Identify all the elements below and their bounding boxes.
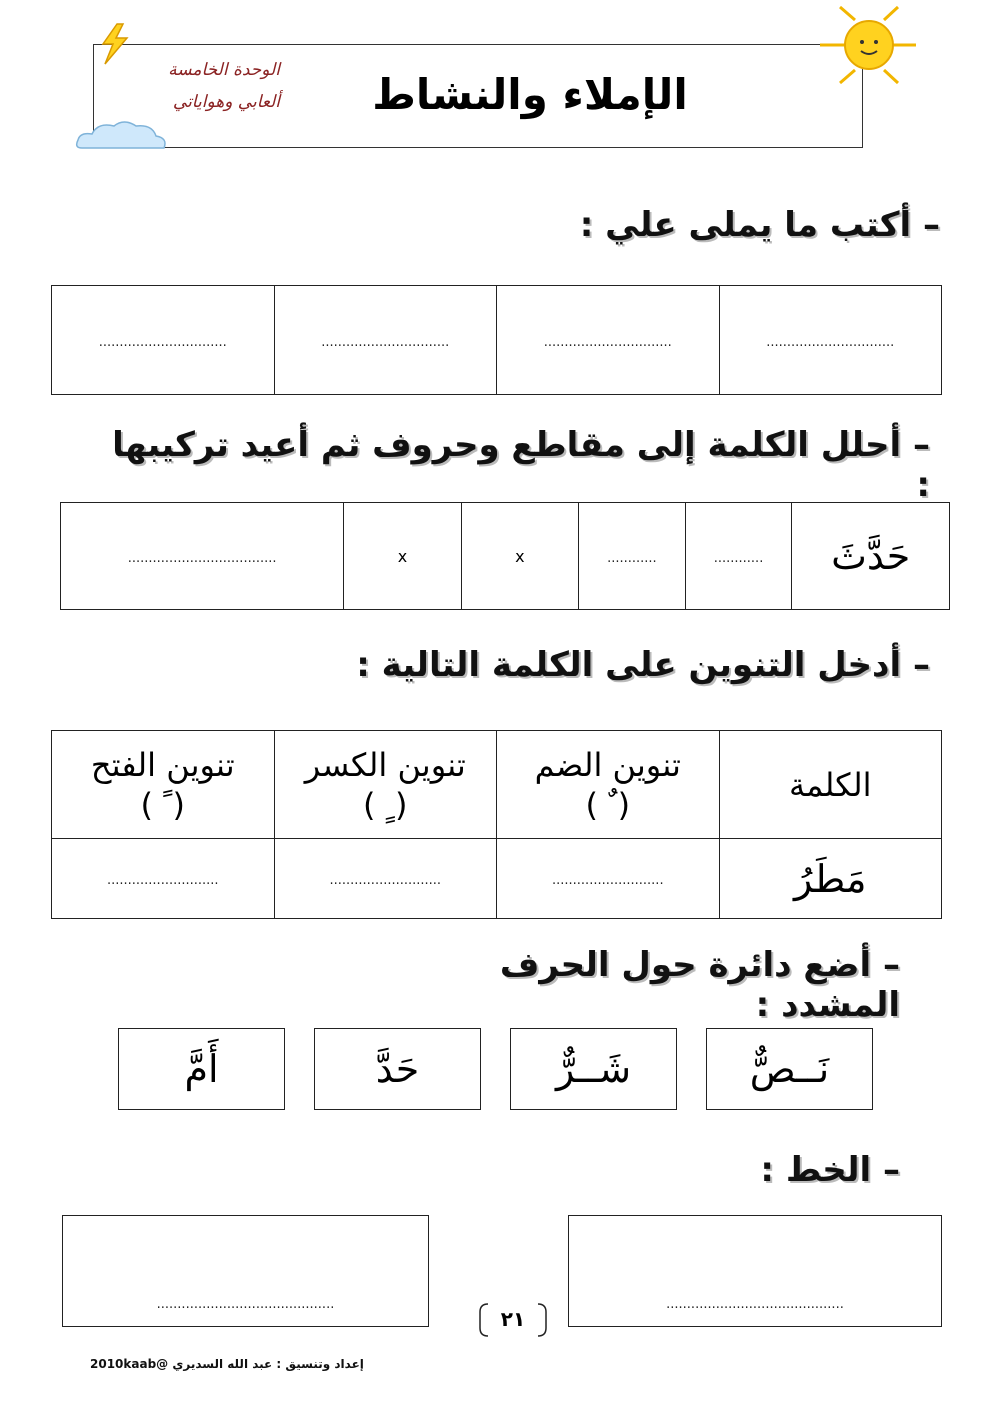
analyze-heading: – أحلل الكلمة إلى مقاطع وحروف ثم أعيد تركيبها : bbox=[112, 425, 930, 505]
shadda-word-box[interactable]: أَمَّ bbox=[118, 1028, 285, 1110]
tanween-heading: – أدخل التنوين على الكلمة التالية : bbox=[356, 645, 930, 685]
analyze-syllable-cell[interactable]: ............ bbox=[579, 503, 686, 610]
tanween-answer-cell[interactable]: ........................... bbox=[274, 839, 497, 919]
col-word: الكلمة bbox=[719, 731, 941, 839]
dictation-cell[interactable]: ............................... bbox=[497, 286, 720, 395]
tanween-word-cell: مَطَرُ bbox=[719, 839, 941, 919]
analyze-word-cell: حَدَّثَ bbox=[792, 503, 950, 610]
credit: إعداد وتنسيق : عبد الله السديري @2010kaab bbox=[90, 1357, 364, 1371]
tanween-table bbox=[51, 730, 942, 919]
shadda-word-box[interactable]: شَــرٌّ bbox=[510, 1028, 677, 1110]
sun-icon bbox=[800, 5, 920, 85]
analyze-x-cell: x bbox=[344, 503, 461, 610]
handwriting-heading: – الخط : bbox=[760, 1150, 900, 1190]
tanween-answer-cell[interactable]: ........................... bbox=[52, 839, 275, 919]
tanween-answer-cell[interactable]: ........................... bbox=[497, 839, 720, 919]
dictation-cell[interactable]: ............................... bbox=[274, 286, 497, 395]
col-kasr: تنوين الكسر ( ٍ ) bbox=[274, 731, 497, 839]
page-number: ٢١ bbox=[500, 1307, 526, 1331]
col-fath: تنوين الفتح ( ً ) bbox=[52, 731, 275, 839]
dictation-heading: – أكتب ما يملى علي : bbox=[579, 205, 940, 245]
analyze-x-cell: x bbox=[461, 503, 578, 610]
unit-title: الوحدة الخامسة bbox=[168, 60, 280, 80]
cloud-icon bbox=[72, 118, 172, 154]
unit-subtitle: ألعابي وهواياتي bbox=[172, 92, 280, 112]
shadda-heading: – أضع دائرة حول الحرف المشدد : bbox=[499, 945, 900, 1025]
analyze-table bbox=[60, 502, 950, 610]
handwriting-box[interactable]: ........................................... bbox=[62, 1215, 429, 1327]
handwriting-box[interactable]: ........................................... bbox=[568, 1215, 942, 1327]
page-title: الإملاء والنشاط bbox=[372, 70, 688, 119]
analyze-syllable-cell[interactable]: ............ bbox=[685, 503, 792, 610]
shadda-word-box[interactable]: حَدَّ bbox=[314, 1028, 481, 1110]
dictation-cell[interactable]: ............................... bbox=[52, 286, 275, 395]
dictation-table bbox=[51, 285, 942, 395]
shadda-word-box[interactable]: نَــصٌّ bbox=[706, 1028, 873, 1110]
col-damm: تنوين الضم ( ٌ ) bbox=[497, 731, 720, 839]
analyze-result-cell[interactable]: .................................... bbox=[61, 503, 344, 610]
dictation-cell[interactable]: ............................... bbox=[719, 286, 942, 395]
